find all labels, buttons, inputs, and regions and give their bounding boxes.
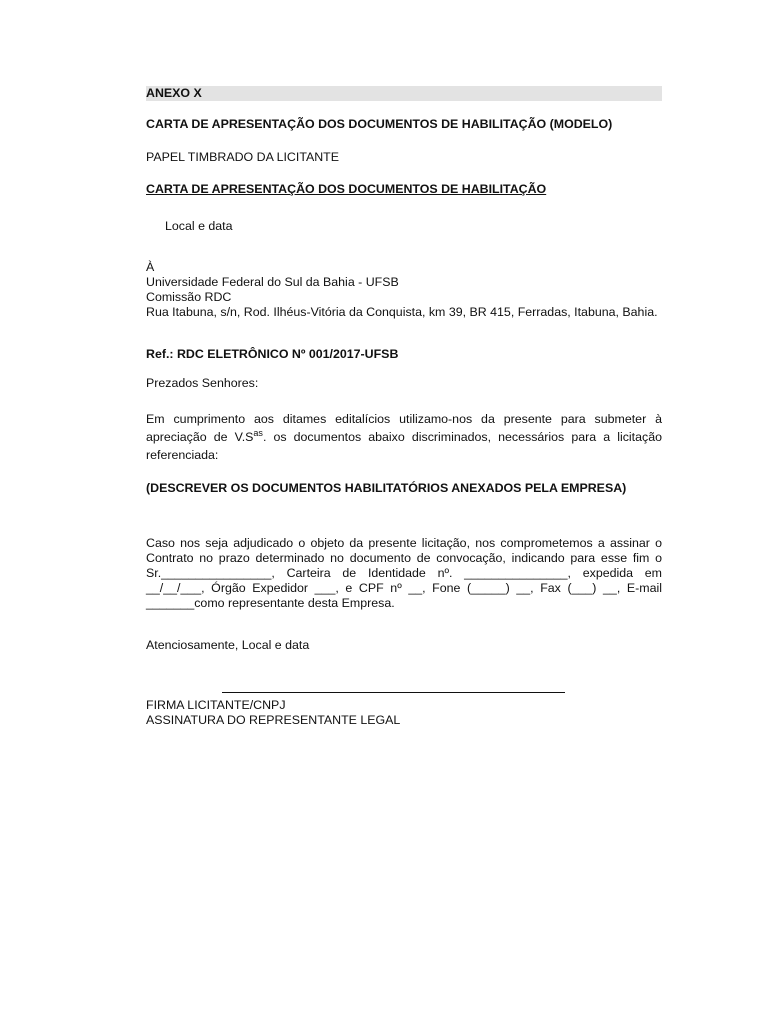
letter-subtitle: CARTA DE APRESENTAÇÃO DOS DOCUMENTOS DE HABILITAÇÃO [146, 182, 547, 196]
place-date: Local e data [165, 219, 233, 233]
recipient-commission: Comissão RDC [146, 290, 232, 304]
annex-label: ANEXO X [146, 86, 662, 101]
intro-superscript: as [253, 427, 263, 438]
reference-line: Ref.: RDC ELETRÔNICO Nº 001/2017-UFSB [146, 347, 399, 361]
closing-line: Atenciosamente, Local e data [146, 638, 310, 652]
commitment-paragraph: Caso nos seja adjudicado o objeto da presente licitação, nos comprometemos a assinar o Contrato no prazo determinado no documento de convocação, indicando para esse fim o Sr.________________, Carteira de Identidade nº. _______________, expedida em __/__/___, Órgão Expedidor ___, e CPF nº __, Fone (_____) __, Fax (___) __, E-mail _______como representante desta Empresa. [146, 536, 662, 610]
instruction-line: (DESCREVER OS DOCUMENTOS HABILITATÓRIOS ANEXADOS PELA EMPRESA) [146, 481, 627, 495]
intro-paragraph [146, 410, 662, 464]
recipient-institution: Universidade Federal do Sul da Bahia - UFSB [146, 275, 399, 289]
intro-text-2: . os documentos abaixo discriminados, necessários para a licitação referenciada: [146, 430, 662, 462]
document-title: CARTA DE APRESENTAÇÃO DOS DOCUMENTOS DE HABILITAÇÃO (MODELO) [146, 117, 613, 131]
recipient-address: Rua Itabuna, s/n, Rod. Ilhéus-Vitória da Conquista, km 39, BR 415, Ferradas, Itabuna, Bahia. [146, 305, 658, 319]
signature-firm: FIRMA LICITANTE/CNPJ [146, 698, 286, 712]
recipient-block [146, 260, 662, 320]
signature-representative: ASSINATURA DO REPRESENTANTE LEGAL [146, 713, 401, 727]
salutation: Prezados Senhores: [146, 376, 259, 390]
signature-line [222, 692, 565, 693]
recipient-to: À [146, 260, 155, 274]
intro-text-1: Em cumprimento aos ditames editalícios utilizamo-nos da presente para submeter à apreciação de V.S [146, 412, 662, 444]
letterhead-placeholder: PAPEL TIMBRADO DA LICITANTE [146, 150, 340, 164]
signature-block [146, 698, 662, 728]
subtitle-wrap [146, 182, 662, 197]
